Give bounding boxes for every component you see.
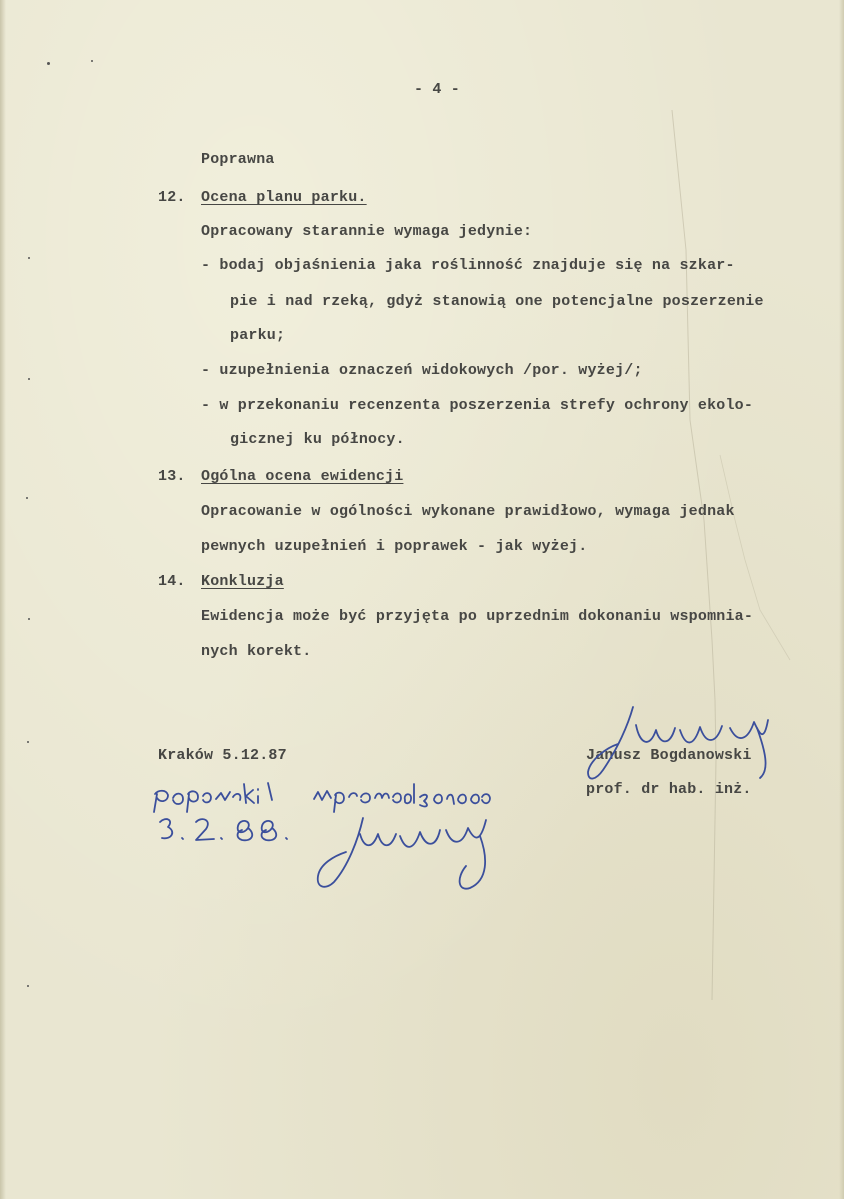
section-13-line: pewnych uzupełnień i poprawek - jak wyżej.	[201, 538, 588, 555]
section-12-line: pie i nad rzeką, gdyż stanowią one potencjalne poszerzenie	[230, 293, 764, 310]
section-14-line: nych korekt.	[201, 643, 312, 660]
section-12-line: Opracowany starannie wymaga jedynie:	[201, 223, 533, 240]
section-13-heading: Ogólna ocena ewidencji	[201, 468, 404, 485]
author-name: Janusz Bogdanowski	[586, 747, 752, 764]
section-12-line: gicznej ku północy.	[230, 431, 405, 448]
section-14-number: 14.	[158, 573, 186, 590]
signature-top-icon	[588, 707, 768, 779]
section-14-heading: Konkluzja	[201, 573, 284, 590]
section-12-line: parku;	[230, 327, 286, 344]
author-title: prof. dr hab. inż.	[586, 781, 752, 798]
section-12-line: - uzupełnienia oznaczeń widokowych /por. wyżej/;	[201, 362, 643, 379]
section-13-line: Opracowanie w ogólności wykonane prawidłowo, wymaga jednak	[201, 503, 735, 520]
section-13-number: 13.	[158, 468, 186, 485]
place-date: Kraków 5.12.87	[158, 747, 287, 764]
section-14-line: Ewidencja może być przyjęta po uprzednim dokonaniu wspomnia-	[201, 608, 754, 625]
intro-word: Poprawna	[201, 151, 275, 168]
signature-bottom-icon	[318, 818, 486, 889]
section-12-line: - w przekonaniu recenzenta poszerzenia strefy ochrony ekolo-	[201, 397, 754, 414]
section-12-heading: Ocena planu parku.	[201, 189, 367, 206]
section-12-line: - bodaj objaśnienia jaka roślinność znajduje się na szkar-	[201, 257, 735, 274]
section-12-number: 12.	[158, 189, 186, 206]
page-number: - 4 -	[414, 81, 461, 98]
